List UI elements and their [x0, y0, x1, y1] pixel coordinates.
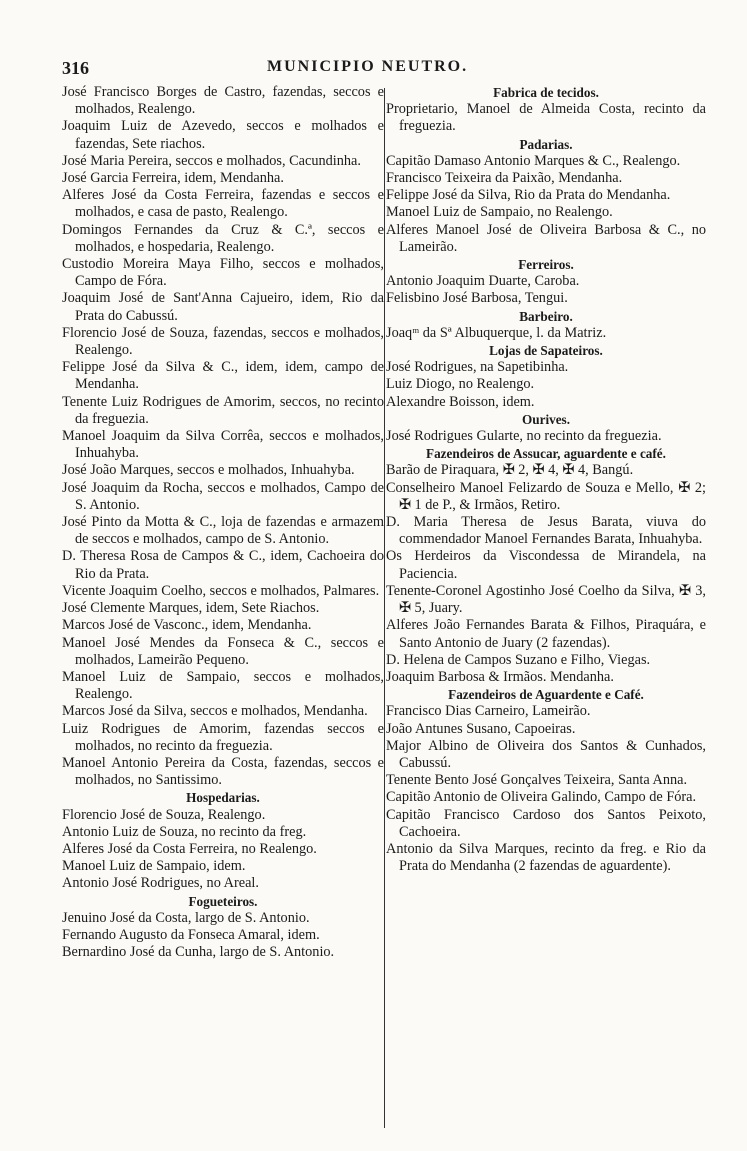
right-column — [386, 84, 706, 875]
directory-entry: Vicente Joaquim Coelho, seccos e molhados, Palmares. — [62, 582, 380, 599]
directory-entry: Antonio Luiz de Souza, no recinto da freg. — [62, 823, 307, 840]
directory-entry: Joaquim Barbosa & Irmãos. Mendanha. — [386, 668, 614, 685]
directory-entry: Manoel Luiz de Sampaio, idem. — [62, 858, 246, 875]
directory-entry: Capitão Damaso Antonio Marques & C., Realengo. — [386, 152, 681, 169]
directory-entry: José Rodrigues, na Sapetibinha. — [386, 359, 569, 376]
directory-entry: Felippe José da Silva & C., idem, idem, campo de Mendanha. — [62, 359, 384, 393]
directory-entry: Jenuino José da Costa, largo de S. Antonio. — [62, 909, 310, 926]
directory-entry: José João Marques, seccos e molhados, Inhuahyba. — [62, 462, 355, 479]
directory-entry: José Clemente Marques, idem, Sete Riachos. — [62, 600, 320, 617]
directory-entry: Fernando Augusto da Fonseca Amaral, idem. — [62, 926, 320, 943]
page-header — [62, 58, 702, 80]
directory-entry: Luiz Rodrigues de Amorim, fazendas seccos e molhados, no recinto da freguezia. — [62, 720, 384, 754]
directory-entry: Alferes José da Costa Ferreira, no Realengo. — [62, 840, 317, 857]
directory-entry: D. Helena de Campos Suzano e Filho, Viegas. — [386, 651, 651, 668]
directory-entry: Antonio José Rodrigues, no Areal. — [62, 875, 259, 892]
running-title: MUNICIPIO NEUTRO. — [267, 58, 469, 75]
directory-entry: Conselheiro Manoel Felizardo de Souza e Mello, ✠ 2; ✠ 1 de P., & Irmãos, Retiro. — [386, 479, 706, 513]
left-column — [62, 84, 384, 961]
directory-entry: Alferes João Fernandes Barata & Filhos, Piraquára, e Santo Antonio de Juary (2 fazendas). — [386, 617, 706, 651]
directory-entry: Felippe José da Silva, Rio da Prata do Mendanha. — [386, 187, 671, 204]
directory-entry: Capitão Antonio de Oliveira Galindo, Campo de Fóra. — [386, 789, 697, 806]
directory-entry: Tenente Bento José Gonçalves Teixeira, Santa Anna. — [386, 772, 688, 789]
directory-entry: Alferes Manoel José de Oliveira Barbosa & C., no Lameirão. — [386, 221, 706, 255]
directory-entry: Marcos José de Vasconc., idem, Mendanha. — [62, 617, 312, 634]
directory-entry: José Rodrigues Gularte, no recinto da freguezia. — [386, 428, 662, 445]
directory-entry: Manoel Luiz de Sampaio, no Realengo. — [386, 204, 613, 221]
section-heading: Ferreiros. — [518, 257, 574, 273]
directory-entry: Florencio José de Souza, Realengo. — [62, 806, 266, 823]
directory-entry: Joaquim José de Sant'Anna Cajueiro, idem, Rio da Prata do Cabussú. — [62, 290, 384, 324]
directory-entry: Antonio da Silva Marques, recinto da freg. e Rio da Prata do Mendanha (2 fazendas de aguardente). — [386, 840, 706, 875]
directory-entry: Capitão Francisco Cardoso dos Santos Peixoto, Cachoeira. — [386, 806, 706, 840]
directory-entry: Proprietario, Manoel de Almeida Costa, recinto da freguezia. — [386, 101, 706, 135]
directory-entry: Tenente Luiz Rodrigues de Amorim, seccos, no recinto da freguezia. — [62, 393, 384, 427]
directory-entry: Alferes José da Costa Ferreira, fazendas e seccos e molhados, e casa de pasto, Realengo. — [62, 187, 384, 221]
page-number: 316 — [62, 58, 89, 78]
section-heading: Fazendeiros de Aguardente e Café. — [448, 687, 644, 703]
directory-entry: Felisbino José Barbosa, Tengui. — [386, 290, 568, 307]
directory-entry: João Antunes Susano, Capoeiras. — [386, 720, 576, 737]
directory-entry: Manoel Antonio Pereira da Costa, fazendas, seccos e molhados, no Santissimo. — [62, 754, 384, 789]
section-heading: Lojas de Sapateiros. — [489, 343, 603, 359]
column-divider — [384, 88, 385, 1128]
directory-entry: D. Theresa Rosa de Campos & C., idem, Cachoeira do Rio da Prata. — [62, 548, 384, 582]
section-heading: Ourives. — [522, 411, 570, 427]
directory-entry: Francisco Dias Carneiro, Lameirão. — [386, 703, 591, 720]
section-heading: Barbeiro. — [519, 308, 573, 324]
directory-entry: Luiz Diogo, no Realengo. — [386, 376, 535, 393]
directory-entry: Manoel José Mendes da Fonseca & C., seccos e molhados, Lameirão Pequeno. — [62, 634, 384, 668]
directory-entry: Marcos José da Silva, seccos e molhados, Mendanha. — [62, 703, 368, 720]
section-heading: Fogueteiros. — [188, 893, 258, 909]
directory-entry: Manoel Luiz de Sampaio, seccos e molhados, Realengo. — [62, 668, 384, 703]
directory-entry: Joaquim Luiz de Azevedo, seccos e molhados e fazendas, Sete riachos. — [62, 118, 384, 152]
section-heading: Padarias. — [519, 136, 573, 152]
directory-entry: Antonio Joaquim Duarte, Caroba. — [386, 273, 580, 290]
directory-entry: José Joaquim da Rocha, seccos e molhados, Campo de S. Antonio. — [62, 479, 384, 513]
directory-entry: José Pinto da Motta & C., loja de fazendas e armazem de seccos e molhados, campo de S. Antonio. — [62, 514, 384, 548]
directory-entry: Manoel Joaquim da Silva Corrêa, seccos e molhados, Inhuahyba. — [62, 428, 384, 462]
directory-entry: Francisco Teixeira da Paixão, Mendanha. — [386, 170, 623, 187]
directory-entry: D. Maria Theresa de Jesus Barata, viuva do commendador Manoel Fernandes Barata, Inhuahyba. — [386, 514, 706, 548]
section-heading: Hospedarias. — [186, 790, 260, 806]
directory-entry: Joaqᵐ da Sª Albuquerque, l. da Matriz. — [386, 324, 607, 341]
directory-entry: Alexandre Boisson, idem. — [386, 393, 535, 410]
directory-entry: José Garcia Ferreira, idem, Mendanha. — [62, 170, 284, 187]
directory-entry: Major Albino de Oliveira dos Santos & Cunhados, Cabussú. — [386, 737, 706, 771]
directory-entry: Os Herdeiros da Viscondessa de Mirandela, na Paciencia. — [386, 548, 706, 582]
directory-entry: Florencio José de Souza, fazendas, seccos e molhados, Realengo. — [62, 324, 384, 359]
directory-entry: José Francisco Borges de Castro, fazendas, seccos e molhados, Realengo. — [62, 84, 384, 118]
directory-entry: Domingos Fernandes da Cruz & C.ª, seccos e molhados, e hospedaria, Realengo. — [62, 221, 384, 255]
directory-entry: Barão de Piraquara, ✠ 2, ✠ 4, ✠ 4, Bangú. — [386, 462, 634, 479]
directory-entry: José Maria Pereira, seccos e molhados, Cacundinha. — [62, 152, 361, 169]
directory-entry: Bernardino José da Cunha, largo de S. Antonio. — [62, 944, 335, 961]
section-heading: Fabrica de tecidos. — [493, 85, 599, 100]
directory-entry: Custodio Moreira Maya Filho, seccos e molhados, Campo de Fóra. — [62, 256, 384, 290]
section-heading: Fazendeiros de Assucar, aguardente e café. — [426, 446, 666, 462]
directory-columns — [62, 84, 706, 1134]
directory-entry: Tenente-Coronel Agostinho José Coelho da Silva, ✠ 3, ✠ 5, Juary. — [386, 582, 706, 617]
